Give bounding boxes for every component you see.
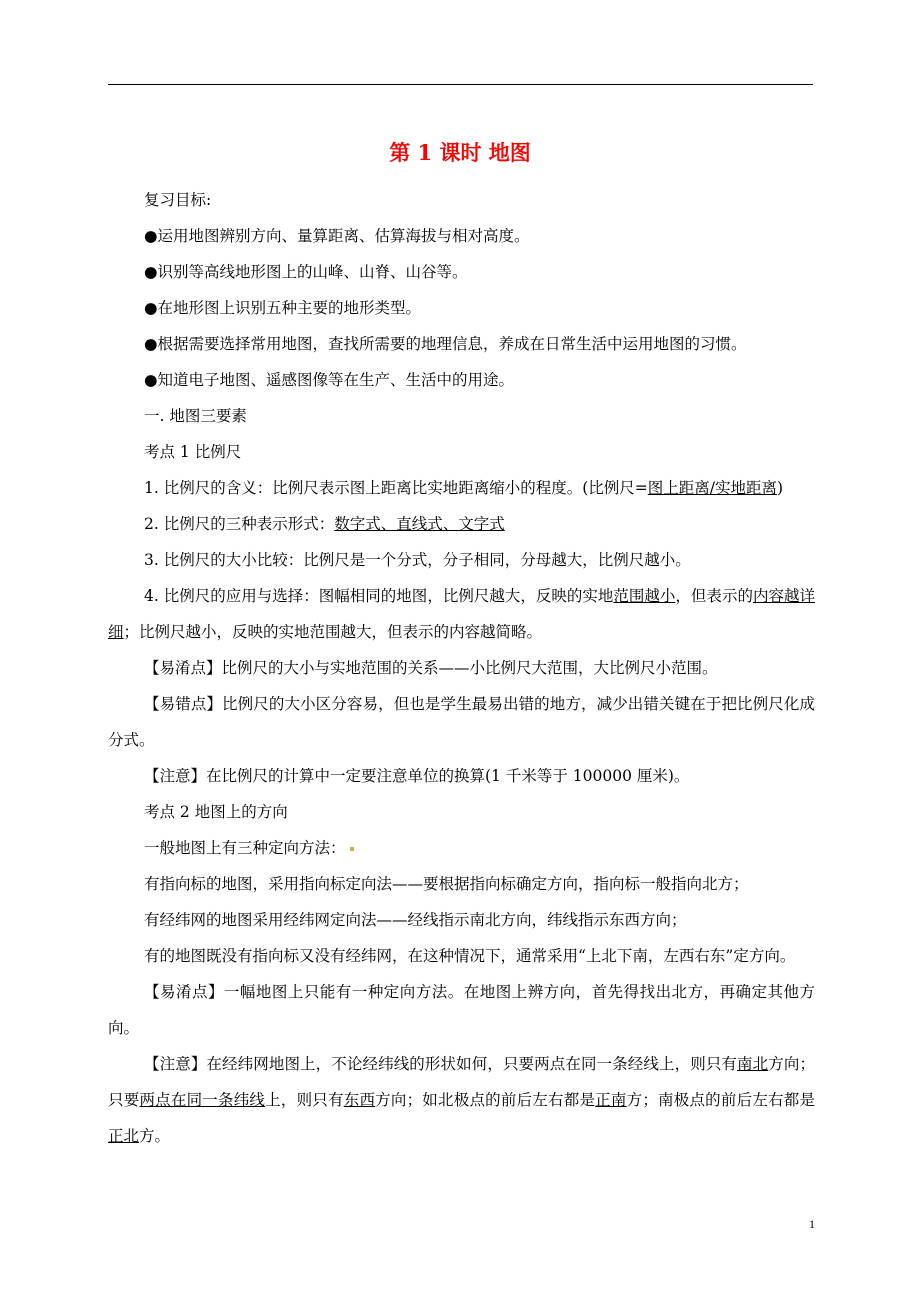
key-point-heading: 考点 1 比例尺	[144, 443, 242, 461]
paragraph: 【易淆点】一幅地图上只能有一种定向方法。在地图上辨方向，首先得找出北方，再确定其他方向。	[108, 983, 815, 1037]
text: 【注意】在经纬网地图上，不论经纬线的形状如何，只要两点在同一条经线上，则只有	[144, 1055, 738, 1073]
page-number: 1	[809, 1217, 815, 1231]
text: ；比例尺越小，反映的实地范围越大，但表示的内容越简略。	[123, 623, 543, 641]
text: 2. 比例尺的三种表示形式：	[144, 515, 335, 533]
section-heading: 一. 地图三要素	[144, 407, 247, 425]
underlined-text: 东西	[343, 1091, 376, 1109]
key-point-heading: 考点 2 地图上的方向	[144, 803, 288, 821]
anchor-mark-icon	[350, 847, 354, 851]
paragraph	[108, 830, 815, 866]
underlined-text: 南北	[737, 1055, 769, 1073]
underlined-text: 图上距离/实地距离	[647, 479, 777, 497]
header-rule	[108, 84, 813, 85]
page-title: 第 1 课时 地图	[389, 140, 531, 165]
paragraph	[108, 506, 815, 542]
text: 4. 比例尺的应用与选择：图幅相同的地图，比例尺越大，反映的实地	[144, 587, 614, 605]
paragraph	[108, 578, 815, 650]
paragraph	[108, 1046, 815, 1154]
paragraph: 【易错点】比例尺的大小区分容易，但也是学生最易出错的地方，减少出错关键在于把比例尺化成分式。	[108, 695, 815, 749]
paragraph: 有指向标的地图，采用指向标定向法——要根据指向标确定方向，指向标一般指向北方；	[144, 875, 749, 893]
text: 一般地图上有三种定向方法：	[144, 839, 346, 857]
goals-heading: 复习目标:	[144, 191, 212, 209]
text: 上，则只有	[265, 1091, 344, 1109]
paragraph: 【易淆点】比例尺的大小与实地范围的关系——小比例尺大范围，大比例尺小范围。	[144, 659, 718, 677]
paragraph: 【注意】在比例尺的计算中一定要注意单位的换算(1 千米等于 100000 厘米)。	[144, 767, 690, 785]
text: 方向；如北极点的前后左右都是	[375, 1091, 596, 1109]
goal-item: ●根据需要选择常用地图，查找所需要的地理信息，养成在日常生活中运用地图的习惯。	[144, 335, 747, 353]
paragraph	[108, 470, 815, 506]
underlined-text: 内容越详细	[108, 587, 815, 641]
underlined-text: 范围越小	[613, 587, 676, 605]
text: 1. 比例尺的含义：比例尺表示图上距离比实地距离缩小的程度。(比例尺=	[144, 479, 648, 497]
goal-item: ●在地形图上识别五种主要的地形类型。	[144, 299, 422, 317]
underlined-text: 两点在同一条纬线	[139, 1091, 266, 1109]
text: 方向；只要	[108, 1055, 815, 1109]
text: ，但表示的	[675, 587, 753, 605]
underlined-text: 数字式、直线式、文字式	[334, 515, 505, 533]
document-body	[108, 182, 815, 1154]
underlined-text: 正北	[108, 1127, 140, 1145]
paragraph: 有的地图既没有指向标又没有经纬网，在这种情况下，通常采用“上北下南，左西右东”定方向。	[144, 947, 796, 965]
text: )	[777, 479, 784, 497]
paragraph: 有经纬网的地图采用经纬网定向法——经线指示南北方向，纬线指示东西方向；	[144, 911, 687, 929]
goal-item: ●运用地图辨别方向、量算距离、估算海拔与相对高度。	[144, 227, 530, 245]
goal-item: ●识别等高线地形图上的山峰、山脊、山谷等。	[144, 263, 468, 281]
goal-item: ●知道电子地图、遥感图像等在生产、生活中的用途。	[144, 371, 515, 389]
paragraph: 3. 比例尺的大小比较：比例尺是一个分式，分子相同，分母越大，比例尺越小。	[144, 551, 691, 569]
text: 方。	[139, 1127, 171, 1145]
underlined-text: 正南	[595, 1091, 627, 1109]
text: 方；南极点的前后左右都是	[626, 1091, 815, 1109]
